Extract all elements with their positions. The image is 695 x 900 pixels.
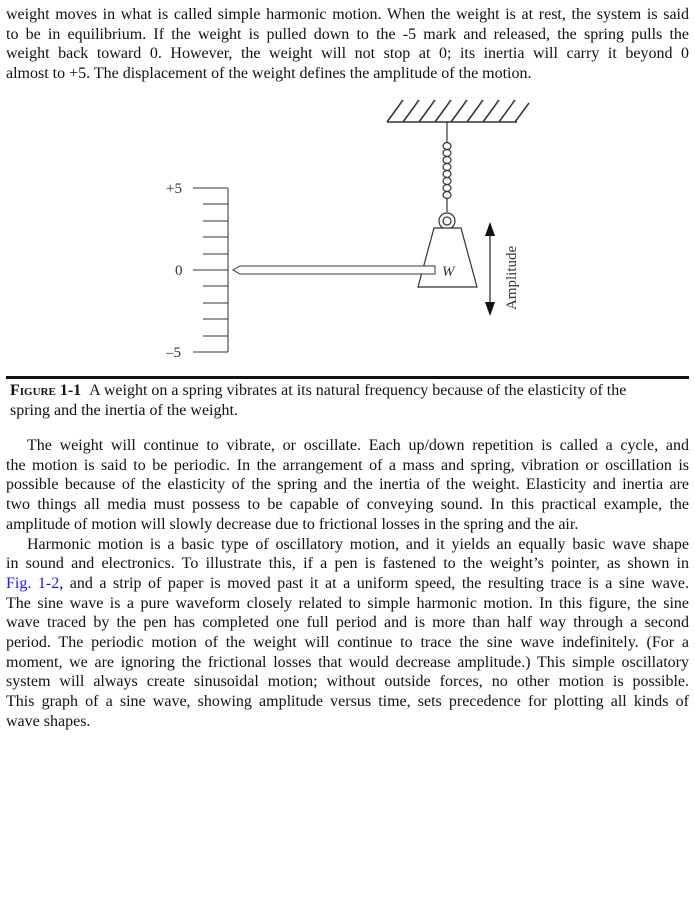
text-line: wave shapes.	[6, 712, 91, 730]
text-line: Harmonic motion is a basic type of oscillatory motion, and it yields an equally basic wave shape	[27, 535, 689, 553]
text-line: The weight will continue to vibrate, or oscillate. Each up/down repetition is called a cycle, and	[27, 437, 689, 454]
text-line: This graph of a sine wave, showing amplitude versus time, sets precedence for plotting all kinds of	[6, 693, 689, 711]
amplitude-arrow-icon	[485, 222, 495, 316]
caption-rule	[6, 376, 689, 379]
pointer	[233, 266, 435, 274]
spring	[439, 122, 455, 229]
figure-caption	[10, 381, 680, 420]
caption-line: spring and the inertia of the weight.	[10, 401, 238, 419]
text-line: system will always create sinusoidal motion; without outside forces, no other motion is possible.	[6, 673, 689, 691]
text-line: wave traced by the pen has completed one full period and is more than half way through a second	[6, 614, 689, 632]
text-line	[6, 574, 689, 594]
text-line: The sine wave is a pure waveform closely related to simple harmonic motion. In this figure, the sine	[6, 594, 689, 612]
caption-label: Figure 1-1	[10, 382, 82, 399]
text-line: period. The periodic motion of the weight will continue to trace the sine wave indefinitely. (For a	[6, 634, 689, 652]
text-line: the motion is said to be periodic. In the arrangement of a mass and spring, vibration or oscillation is	[6, 456, 689, 474]
text-line: weight moves in what is called simple harmonic motion. When the weight is at rest, the system is said	[6, 6, 689, 23]
text-line: two things all media must possess to be capable of conveying sound. In this practical example, the	[6, 496, 689, 514]
figure-link[interactable]: Fig. 1-2	[6, 574, 60, 592]
text-line: possible because of the elasticity of the spring and the inertia of the weight. Elasticity and inertia are	[6, 476, 689, 494]
scale-label-minus5: –5	[166, 345, 181, 361]
caption-line: A weight on a spring vibrates at its natural frequency because of the elasticity of the	[89, 382, 627, 399]
text-line: moment, we are ignoring the frictional losses that would decrease amplitude.) This simple oscillatory	[6, 653, 689, 671]
text-line: in sound and electronics. To illustrate this, if a pen is fastened to the weight’s pointer, as shown in	[6, 555, 689, 573]
weight-label: W	[442, 264, 455, 280]
amplitude-label: Amplitude	[504, 245, 520, 310]
ceiling	[387, 100, 529, 122]
text-fragment: , and a strip of paper is moved past it at a uniform speed, the resulting trace is a sine wave.	[59, 574, 690, 592]
text-line: weight back toward 0. However, the weight will not stop at 0; its inertia will carry it beyond 0	[6, 45, 689, 63]
text-line: amplitude of motion will slowly decrease due to frictional losses in the spring and the air.	[6, 515, 579, 533]
text-line: almost to +5. The displacement of the weight defines the amplitude of the motion.	[6, 65, 532, 83]
scale-label-zero: 0	[175, 263, 183, 279]
text-line: to be in equilibrium. If the weight is pulled down to the -5 mark and released, the spring pulls the	[6, 25, 689, 43]
body-paragraphs	[6, 436, 689, 732]
figure-1-1-spring-weight-diagram	[0, 0, 695, 370]
scale-label-plus5: +5	[166, 181, 182, 197]
scale	[193, 188, 228, 352]
